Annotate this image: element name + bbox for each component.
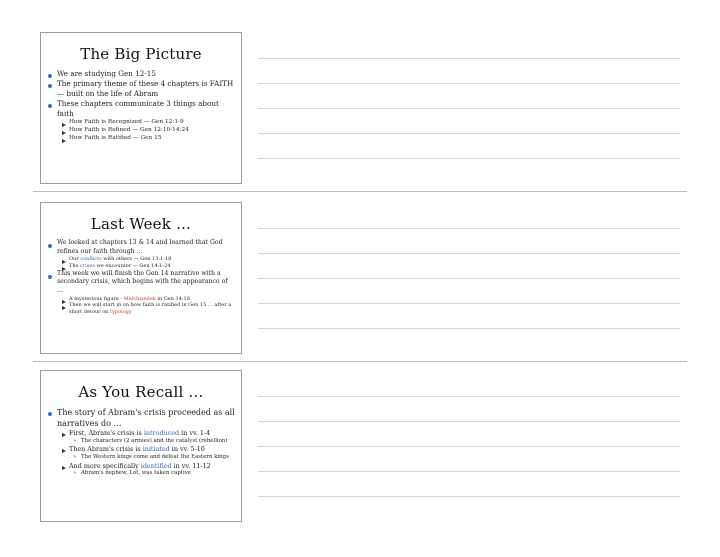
bullet-text: we encounter — Gen 14:1-24	[95, 262, 171, 269]
bullet-text: We looked at chapters 13 & 14 and learned that God refines our faith through …	[57, 239, 223, 255]
bullet-item	[57, 99, 235, 119]
bullet-text: The Western kings come and defeat the Eastern kings	[81, 454, 229, 461]
slide-2	[40, 202, 242, 354]
bullet-text: We are studying Gen 12-15	[57, 69, 156, 78]
bullet-text: Then Abram's crisis is	[69, 445, 143, 454]
bullet-item	[57, 239, 235, 256]
slide-title: As You Recall …	[78, 383, 204, 401]
bullet-text: in vv. 5-10	[169, 445, 205, 454]
bullet-list	[41, 407, 241, 478]
bullet-text: A mysterious figure -	[69, 295, 124, 302]
bullet-item	[69, 135, 235, 143]
slide-title: The Big Picture	[80, 45, 202, 63]
slide-title: Last Week …	[90, 215, 192, 233]
bullet-text: The characters (2 armies) and the catalyst (rebellion)	[81, 437, 228, 444]
bullet-list	[41, 239, 241, 316]
bullet-text: First, Abram's crisis is	[69, 429, 144, 438]
bullet-item	[69, 429, 235, 438]
notes-area-2	[258, 228, 680, 353]
bullet-text: The primary theme of these 4 chapters is FAITH — built on the life of Abram	[57, 78, 234, 98]
bullet-item	[81, 454, 235, 461]
bullet-item	[81, 438, 235, 445]
bullet-item	[69, 119, 235, 127]
bullet-text: in vv. 11-12	[171, 461, 211, 470]
slide-3	[40, 370, 242, 522]
bullet-item	[57, 270, 235, 296]
bullet-text: This week we will finish the Gen 14 narrative with a secondary crisis, which begins with the appearance of …	[57, 269, 228, 294]
bullet-item	[69, 296, 235, 303]
highlighted-term: typology	[109, 309, 132, 316]
highlighted-term: introduced	[143, 429, 180, 438]
highlighted-term: identified	[140, 461, 172, 470]
bullet-list	[41, 69, 241, 143]
bullet-item	[69, 263, 235, 270]
bullet-text: And more specifically	[69, 461, 141, 470]
highlighted-term: Melchizedek	[123, 295, 156, 302]
bullet-text: The story of Abram's crisis proceeded as all narratives do …	[57, 408, 235, 429]
bullet-item	[69, 445, 235, 454]
notes-area-3	[258, 396, 680, 521]
slide-1	[40, 32, 242, 184]
bullet-item	[69, 302, 235, 316]
bullet-text: Then we will start in on how faith is ratified in Gen 15 … after a short detour on	[69, 302, 232, 316]
notes-area-1	[258, 58, 680, 183]
highlighted-term: conflicts	[80, 256, 102, 263]
bullet-text: Our	[69, 256, 81, 263]
bullet-text: These chapters communicate 3 things about faith	[57, 98, 219, 118]
bullet-text: in Gen 14:18	[155, 295, 190, 302]
bullet-item	[69, 256, 235, 263]
bullet-item	[81, 470, 235, 477]
bullet-text: How Faith is Ratified — Gen 15	[69, 134, 162, 141]
page-divider	[33, 361, 687, 362]
bullet-text: How Faith is Recognized — Gen 12:1-9	[69, 118, 184, 125]
page-divider	[33, 191, 687, 192]
highlighted-term: initiated	[142, 445, 170, 454]
bullet-item	[57, 79, 235, 99]
bullet-item	[69, 127, 235, 135]
bullet-text: Abram's nephew, Lot, was taken captive	[81, 470, 191, 477]
bullet-item	[57, 69, 235, 79]
bullet-text: The	[69, 262, 81, 269]
highlighted-term: crises	[80, 262, 95, 269]
bullet-item	[57, 407, 235, 429]
bullet-text: How Faith is Refined — Gen 12:10-14:24	[69, 126, 189, 133]
bullet-text: with others — Gen 13:1-18	[101, 256, 172, 263]
bullet-text: in vv. 1-4	[179, 429, 211, 438]
bullet-item	[69, 462, 235, 471]
